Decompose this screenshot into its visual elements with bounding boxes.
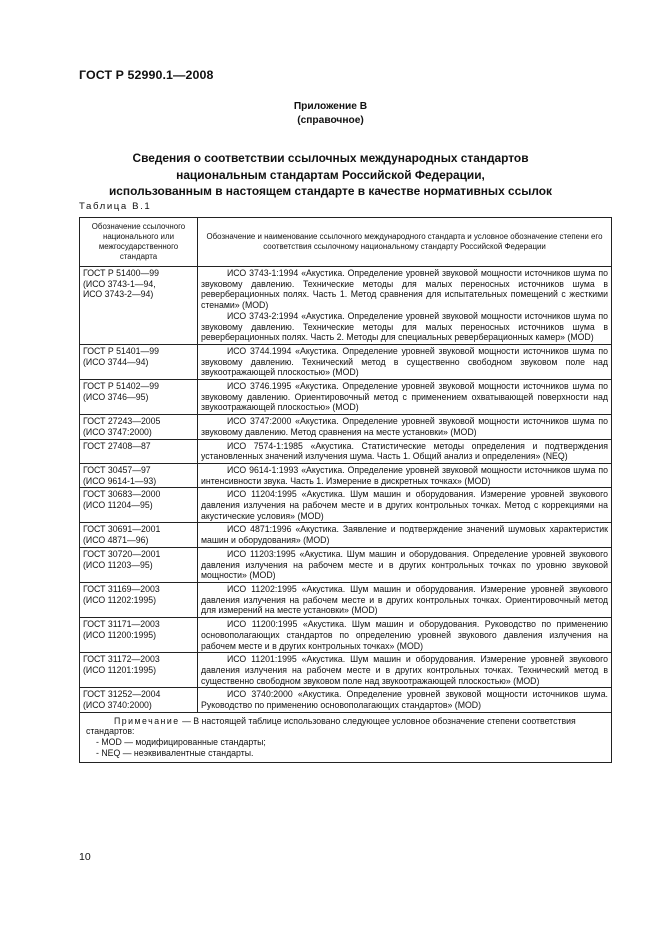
standard-description: ИСО 3743-2:1994 «Акустика. Определение уровней звуковой мощности источников шума по звуковому давлению. Технические методы для малых переносных источников шума в реверберационных полях. Часть 2. Методы для специальных реверберационных камер» (MOD): [201, 310, 608, 343]
standard-code: (ИСО 3740:2000): [83, 700, 152, 711]
table-header-row: [80, 218, 612, 267]
table-row: [80, 618, 612, 653]
national-standard-cell: [80, 463, 198, 487]
table-row: [80, 653, 612, 688]
standard-code: (ИСО 11204—95): [83, 500, 153, 511]
national-standard-cell: [80, 688, 198, 712]
international-standard-cell: [198, 344, 612, 379]
national-standard-cell: [80, 523, 198, 547]
appendix-title: [0, 150, 661, 200]
international-standard-cell: [198, 463, 612, 487]
national-standard-cell: [80, 618, 198, 653]
table-row: [80, 439, 612, 463]
standard-description: ИСО 11203:1995 «Акустика. Шум машин и оборудования. Определение уровней звукового давления излучения на рабочем месте и в других контрольных точках по уровню звуковой мощности» (MOD): [201, 548, 608, 581]
table-row: [80, 688, 612, 712]
standard-code: (ИСО 11202:1995): [83, 594, 157, 605]
standard-description: ИСО 4871:1996 «Акустика. Заявление и подтверждение значений шумовых характеристик машин и оборудования» (MOD): [201, 524, 608, 546]
table-row: [80, 380, 612, 415]
standard-code: (ИСО 11200:1995): [83, 629, 157, 640]
international-standard-cell: [198, 380, 612, 415]
international-standard-cell: [198, 415, 612, 439]
table-row: [80, 415, 612, 439]
standard-code: ГОСТ Р 51401—99: [83, 345, 159, 356]
national-standard-cell: [80, 653, 198, 688]
national-standard-cell: [80, 415, 198, 439]
national-standard-cell: [80, 344, 198, 379]
standard-code: ГОСТ 30720—2001: [83, 548, 161, 559]
note-label: Примечание: [114, 715, 180, 726]
international-standard-cell: [198, 439, 612, 463]
international-standard-cell: [198, 547, 612, 582]
national-standard-cell: [80, 439, 198, 463]
national-standard-cell: [80, 380, 198, 415]
international-standard-cell: [198, 488, 612, 523]
table-row: [80, 267, 612, 345]
standard-description: ИСО 3744.1994 «Акустика. Определение уровней звуковой мощности источников шума по звуковому давлению. Технический метод в существенно свободном звуковом поле над звукоотражающей плоскостью» (MOD): [201, 345, 608, 378]
international-standard-cell: [198, 582, 612, 617]
title-line: Сведения о соответствии ссылочных международных стандартов: [132, 151, 529, 165]
standard-code: ГОСТ 27243—2005: [83, 416, 161, 427]
international-standard-cell: [198, 267, 612, 345]
standards-table: [79, 217, 612, 763]
standard-description: ИСО 11200:1995 «Акустика. Шум машин и оборудования. Руководство по применению основополагающих стандартов по определению уровней звукового давления излучения на рабочем месте и в других контрольных точках» (MOD): [201, 619, 608, 651]
standard-code: ГОСТ 30683—2000: [83, 489, 161, 500]
standard-code: ГОСТ Р 51400—99: [83, 268, 159, 278]
table-row: [80, 582, 612, 617]
standard-description: ИСО 11202:1995 «Акустика. Шум машин и оборудования. Измерение уровней звукового давления излучения на рабочем месте и в других контрольных точках. Ориентировочный метод для измерений на месте установки» (MOD): [201, 583, 608, 616]
standard-code: (ИСО 4871—96): [83, 535, 149, 546]
note-item: - NEQ — неэквивалентные стандарты.: [96, 747, 254, 758]
standard-code: ГОСТ 31171—2003: [83, 619, 160, 630]
table-row: [80, 547, 612, 582]
standard-code: ГОСТ Р 51402—99: [83, 381, 159, 392]
page-number: 10: [79, 851, 91, 863]
international-standard-cell: [198, 618, 612, 653]
document-header: ГОСТ Р 52990.1—2008: [79, 68, 214, 82]
standard-code: (ИСО 3743-1—94,: [83, 278, 156, 289]
table-row: [80, 488, 612, 523]
standard-code: ГОСТ 31169—2003: [83, 583, 160, 594]
note-text: — В настоящей таблице использовано следующее условное обозначение степени соответствия стандартов:: [86, 715, 576, 737]
standard-code: ГОСТ 27408—87: [83, 440, 151, 451]
standard-description: ИСО 7574-1:1985 «Акустика. Статистические методы определения и подтверждения установленных значений излучения шума. Часть 1. Общий анализ и определения» (NEQ): [201, 440, 608, 462]
title-line: использованным в настоящем стандарте в качестве нормативных ссылок: [109, 184, 552, 198]
table-row: [80, 523, 612, 547]
table-row: [80, 463, 612, 487]
appendix-type: (справочное): [297, 115, 364, 126]
standard-code: ГОСТ 31172—2003: [83, 654, 160, 665]
table-note-row: [80, 712, 612, 762]
table-caption: Таблица В.1: [79, 201, 152, 212]
table-note: [80, 712, 612, 762]
standard-code: ИСО 3743-2—94): [83, 289, 154, 300]
standard-code: (ИСО 11203—95): [83, 559, 153, 570]
standard-code: (ИСО 3744—94): [83, 356, 149, 367]
standard-description: ИСО 3746.1995 «Акустика. Определение уровней звуковой мощности источников шума по звуковому давлению. Ориентировочный метод с применением охватывающей поверхности над звукоотражающей плоскостью» (MOD): [201, 381, 608, 413]
national-standard-cell: [80, 488, 198, 523]
standard-code: ГОСТ 30691—2001: [83, 524, 161, 535]
standard-description: ИСО 3740:2000 «Акустика. Определение уровней звуковой мощности источников шума. Руководство по применению основополагающих стандартов» (MOD): [201, 689, 608, 711]
standard-code: (ИСО 3746—95): [83, 391, 149, 402]
standard-code: (ИСО 9614-1—93): [83, 475, 157, 486]
national-standard-cell: [80, 547, 198, 582]
national-standard-cell: [80, 582, 198, 617]
appendix-label: Приложение В: [293, 101, 368, 112]
standard-description: ИСО 11204:1995 «Акустика. Шум машин и оборудования. Измерение уровней звукового давления излучения на рабочем месте и в других контрольных точках. Метод с коррекциями на акустические условия» (MOD): [201, 489, 608, 521]
standard-description: ИСО 3743-1:1994 «Акустика. Определение уровней звуковой мощности источников шума по звуковому давлению. Технические методы для малых переносных источников шума в реверберационных полях. Часть 1. Метод сравнения для испытательных помещений с жесткими стенами» (MOD): [201, 268, 608, 311]
title-line: национальным стандартам Российской Федерации,: [176, 167, 485, 182]
note-item: - MOD — модифицированные стандарты;: [96, 737, 266, 748]
standard-code: ГОСТ 30457—97: [83, 464, 151, 475]
table-row: [80, 344, 612, 379]
column-header-international: Обозначение и наименование ссылочного международного стандарта и условное обозначение степени его соответствия ссылочному национальному стандарту Российской Федерации: [198, 218, 612, 267]
standard-code: (ИСО 3747:2000): [83, 426, 152, 437]
international-standard-cell: [198, 653, 612, 688]
international-standard-cell: [198, 523, 612, 547]
standard-description: ИСО 11201:1995 «Акустика. Шум машин и оборудования. Измерение уровней звукового давления излучения на рабочем месте и в других контрольных точках. Технический метод в существенно свободном звуковом поле над звукоотражающей плоскостью» (MOD): [201, 654, 608, 686]
standard-code: (ИСО 11201:1995): [83, 664, 157, 675]
standard-description: ИСО 9614-1:1993 «Акустика. Определение уровней звуковой мощности источников шума по интенсивности звука. Часть 1. Измерение в дискретных точках» (MOD): [201, 464, 608, 486]
standard-description: ИСО 3747:2000 «Акустика. Определение уровней звуковой мощности источников шума по звуковому давлению. Метод сравнения на месте установки» (MOD): [201, 416, 608, 437]
standard-code: ГОСТ 31252—2004: [83, 689, 161, 700]
column-header-national: Обозначение ссылочного национального или межгосударственного стандарта: [80, 218, 198, 267]
national-standard-cell: [80, 267, 198, 345]
international-standard-cell: [198, 688, 612, 712]
